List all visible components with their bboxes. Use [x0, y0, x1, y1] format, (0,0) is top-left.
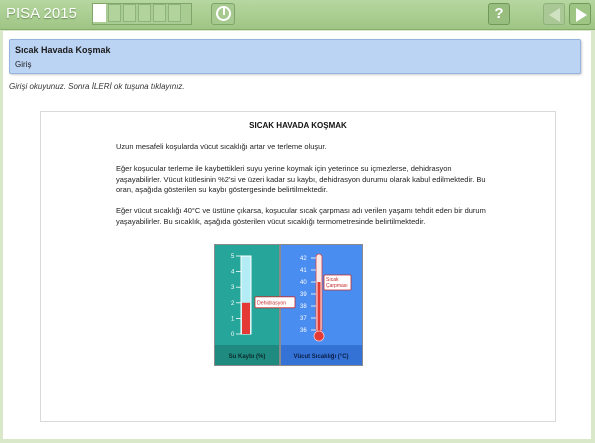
progress-segment [123, 4, 136, 22]
thermometer-bulb [314, 331, 324, 341]
help-button[interactable]: ? [488, 3, 510, 25]
water-loss-tick-label: 1 [231, 316, 235, 323]
progress-segment [93, 4, 106, 22]
body-temp-label: Vücut Sıcaklığı (°C) [293, 354, 349, 360]
section-title: Sıcak Havada Koşmak [15, 45, 111, 55]
top-toolbar [0, 0, 595, 30]
progress-segment [108, 4, 121, 22]
clock-hand [223, 8, 225, 15]
progress-segment [153, 4, 166, 22]
gauges-figure [214, 244, 363, 366]
progress-segments [93, 4, 183, 24]
water-loss-tick-label: 5 [231, 254, 235, 260]
reading-card [40, 111, 556, 422]
section-header [9, 39, 581, 74]
card-title: SICAK HAVADA KOŞMAK [249, 121, 347, 130]
water-loss-tick-label: 4 [231, 269, 235, 276]
section-subtitle: Giriş [15, 60, 32, 69]
thermometer-fill [318, 282, 321, 334]
next-button[interactable] [569, 3, 591, 25]
body-temp-tick-label: 36 [300, 328, 307, 334]
body-temp-tick-label: 42 [300, 256, 307, 262]
back-button[interactable] [543, 3, 565, 25]
content-stage [3, 31, 591, 439]
water-loss-label: Su Kaybı (%) [228, 354, 266, 360]
body-temp-tick-label: 40 [300, 280, 307, 286]
water-loss-tick-label: 3 [231, 285, 235, 292]
timer-button[interactable] [211, 3, 235, 25]
body-temp-tick-label: 38 [300, 304, 307, 310]
body-temp-tick-label: 37 [300, 316, 307, 322]
paragraph-1: Uzun mesafeli koşularda vücut sıcaklığı artar ve terleme oluşur. [116, 142, 327, 151]
app-title: PISA 2015 [6, 5, 77, 22]
heatstroke-label-2: Çarpması [326, 283, 348, 289]
water-loss-fill [242, 303, 250, 334]
water-loss-tick-label: 2 [231, 300, 235, 307]
water-loss-tick-label: 0 [231, 332, 235, 338]
progress-segment [138, 4, 151, 22]
progress-segment [168, 4, 181, 22]
paragraph-3: Eğer vücut sıcaklığı 40°C ve üstüne çıkarsa, koşucular sıcak çarpması adı verilen yaşamı tehdit eden bir durum yaşayabilirler. Bu sıcaklık, aşağıda gösterilen vücut sıcaklığı termometresinde belirtilmektedir. [116, 206, 486, 226]
dehydration-label: Dehidrasyon [257, 300, 287, 307]
arrow-right-icon [576, 8, 587, 22]
instruction-text: Girişi okuyunuz. Sonra İLERİ ok tuşuna tıklayınız. [9, 82, 185, 91]
heatstroke-label-1: Sıcak [326, 277, 339, 283]
arrow-left-icon [549, 8, 560, 22]
paragraph-2: Eğer koşucular terleme ile kaybettikleri suyu yerine koymak için yeterince su içmezlerse, dehidrasyon yaşayabilirler. Vücut kütlesinin %2'si ve üzeri kadar su kaybı, dehidrasyon durumu olarak kabul edilmektedir. Bu oran, aşağıda gösterilen su kaybı göstergesinde belirtilmektedir. [116, 164, 486, 194]
body-temp-tick-label: 39 [300, 292, 307, 298]
body-temp-tick-label: 41 [300, 268, 307, 274]
